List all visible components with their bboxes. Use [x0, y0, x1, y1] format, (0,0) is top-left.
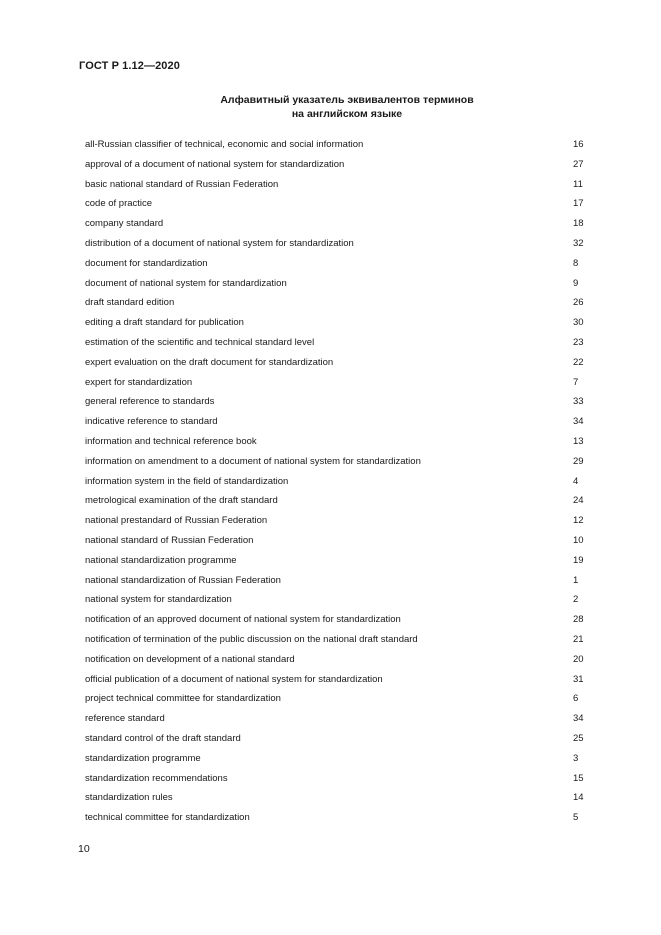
document-code: ГОСТ Р 1.12—2020	[79, 60, 180, 72]
index-entry-number: 33	[573, 396, 584, 408]
index-entry	[85, 415, 585, 435]
index-entry	[85, 277, 585, 297]
index-entry-term: standardization programme	[85, 752, 201, 764]
index-entry-term: indicative reference to standard	[85, 416, 218, 428]
index-entry-term: general reference to standards	[85, 396, 215, 408]
index-entry-number: 16	[573, 139, 584, 150]
index-entry	[85, 574, 585, 594]
index-entry	[85, 613, 585, 633]
index-entry-term: information on amendment to a document of national system for standardization	[85, 455, 421, 467]
index-entry	[85, 376, 585, 396]
index-entry-term: national standardization of Russian Federation	[85, 574, 281, 586]
index-entry-term: national prestandard of Russian Federation	[85, 515, 268, 527]
index-entry-term: distribution of a document of national system for standardization	[85, 237, 354, 249]
index-entry	[85, 316, 585, 336]
index-entry-number: 22	[573, 356, 584, 368]
index-entry-number: 32	[573, 237, 584, 249]
index-entry-number: 20	[573, 653, 584, 665]
index-entry-number: 13	[573, 435, 584, 447]
index-entry-number: 7	[573, 376, 579, 388]
index-entry-term: metrological examination of the draft standard	[85, 495, 278, 507]
index-entry-term: standard control of the draft standard	[85, 732, 241, 744]
index-entry	[85, 475, 585, 495]
page-number: 10	[78, 843, 90, 855]
index-entry-term: information system in the field of standardization	[85, 475, 289, 487]
index-entry-number: 19	[573, 554, 584, 566]
index-entry	[85, 712, 585, 732]
index-title	[0, 93, 661, 121]
index-entry	[85, 257, 585, 277]
index-entry-term: basic national standard of Russian Federation	[85, 178, 279, 190]
index-entry-number: 11	[573, 178, 583, 190]
index-entry	[85, 178, 585, 198]
index-entry	[85, 534, 585, 554]
index-entry	[85, 395, 585, 415]
index-entry-term: expert evaluation on the draft document for standardization	[85, 356, 334, 368]
index-entry-number: 21	[573, 633, 584, 645]
index-entry-term: draft standard edition	[85, 297, 175, 309]
index-entry	[85, 593, 585, 613]
index-entry	[85, 732, 585, 752]
index-entry-number: 34	[573, 713, 584, 725]
index-entry-term: standardization recommendations	[85, 772, 228, 784]
index-entry	[85, 514, 585, 534]
index-entry-term: technical committee for standardization	[85, 812, 250, 824]
index-entry-term: official publication of a document of national system for standardization	[85, 673, 383, 685]
index-entry-number: 12	[573, 515, 584, 527]
index-entry	[85, 653, 585, 673]
index-entry-term: national standardization programme	[85, 554, 237, 566]
index-entry	[85, 336, 585, 356]
index-entry	[85, 237, 585, 257]
index-entry-number: 6	[573, 693, 579, 705]
index-entry-number: 27	[573, 158, 584, 170]
index-entry-term: national system for standardization	[85, 594, 232, 606]
index-entry-number: 3	[573, 752, 579, 764]
index-entry-number: 34	[573, 416, 584, 428]
index-entry-term: editing a draft standard for publication	[85, 317, 244, 329]
index-entry-term: approval of a document of national system for standardization	[85, 158, 345, 170]
index-entry-number: 18	[573, 218, 584, 230]
index-entry	[85, 554, 585, 574]
index-entry	[85, 692, 585, 712]
index-entry-term: estimation of the scientific and technical standard level	[85, 336, 315, 348]
index-entry-number: 1	[573, 574, 579, 586]
index-entry-number: 5	[573, 812, 579, 824]
index-entry-term: notification of an approved document of national system for standardization	[85, 614, 401, 626]
index-entry-term: information and technical reference book	[85, 435, 257, 447]
index-entry	[85, 138, 585, 158]
index-entry-number: 14	[573, 792, 584, 804]
index-entry	[85, 435, 585, 455]
index-entry-number: 28	[573, 614, 584, 626]
index-entry	[85, 811, 585, 831]
index-entry-term: standardization rules	[85, 792, 173, 804]
index-entry-number: 24	[573, 495, 584, 507]
index-entry-term: project technical committee for standardization	[85, 693, 281, 705]
index-entry-number: 4	[573, 475, 579, 487]
index-entry	[85, 494, 585, 514]
index-entry-number: 17	[573, 198, 584, 210]
index-entry-number: 2	[573, 594, 579, 606]
index-entry-term: reference standard	[85, 713, 165, 725]
index-entry	[85, 772, 585, 792]
index-entry	[85, 673, 585, 693]
index-entry	[85, 296, 585, 316]
index-entry-number: 31	[573, 673, 584, 685]
index-entry-number: 8	[573, 257, 579, 269]
term-index-list	[85, 138, 585, 831]
index-entry-number: 23	[573, 336, 584, 348]
index-entry	[85, 752, 585, 772]
index-entry-term: notification on development of a national standard	[85, 653, 295, 665]
index-entry-term: expert for standardization	[85, 376, 193, 388]
index-entry	[85, 455, 585, 475]
index-entry	[85, 356, 585, 376]
index-entry-term: code of practice	[85, 198, 153, 210]
index-entry	[85, 158, 585, 178]
index-entry-number: 26	[573, 297, 584, 309]
index-title-line-1: Алфавитный указатель эквивалентов терминов	[220, 94, 474, 106]
index-entry-term: company standard	[85, 218, 164, 230]
index-entry	[85, 217, 585, 237]
index-entry-term: national standard of Russian Federation	[85, 534, 254, 546]
index-entry-term: notification of termination of the public discussion on the national draft standard	[85, 633, 418, 645]
index-entry-number: 15	[573, 772, 584, 784]
index-entry-number: 9	[573, 277, 579, 289]
index-entry-term: all-Russian classifier of technical, economic and social information	[85, 139, 364, 150]
index-entry	[85, 197, 585, 217]
index-title-line-2: на английском языке	[291, 108, 403, 120]
index-entry-number: 29	[573, 455, 584, 467]
index-entry	[85, 791, 585, 811]
index-entry-term: document for standardization	[85, 257, 208, 269]
index-entry-term: document of national system for standardization	[85, 277, 287, 289]
index-entry	[85, 633, 585, 653]
index-entry-number: 30	[573, 317, 584, 329]
index-entry-number: 25	[573, 732, 584, 744]
index-entry-number: 10	[573, 534, 584, 546]
